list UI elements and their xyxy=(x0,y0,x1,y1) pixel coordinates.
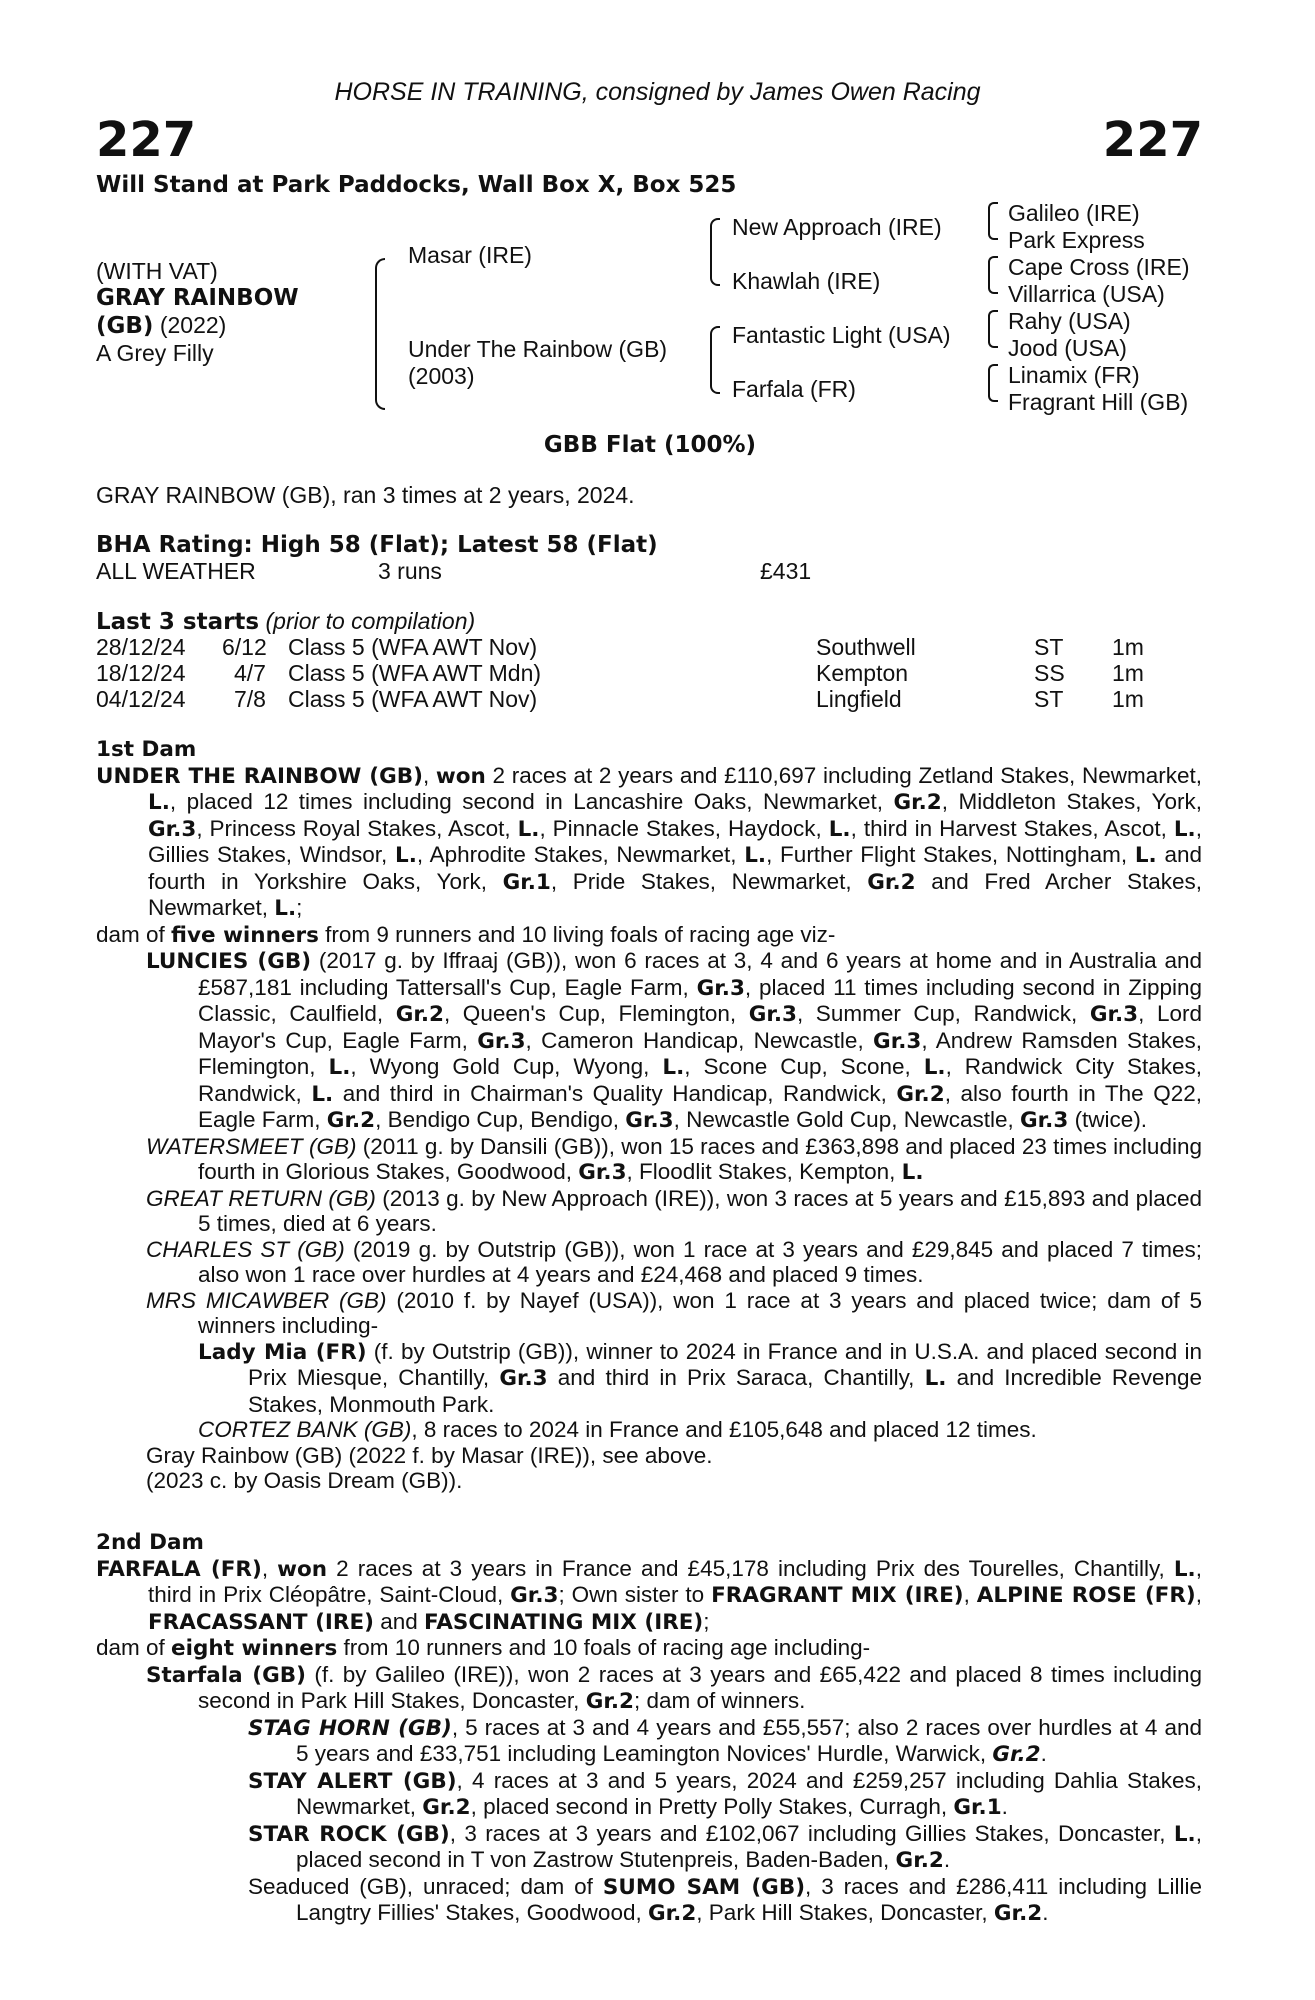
text: , Pride Stakes, Newmarket, xyxy=(550,868,868,894)
grade: L. xyxy=(744,843,767,868)
produce-name: Lady Mia (FR) xyxy=(198,1339,367,1365)
grade: L. xyxy=(901,1160,924,1185)
sibling-name: ALPINE ROSE (FR) xyxy=(976,1583,1196,1608)
grade: Gr.3 xyxy=(1020,1108,1069,1133)
produce-name: STAR ROCK (GB) xyxy=(248,1821,450,1847)
punct: . xyxy=(1042,1900,1049,1925)
produce-starfala xyxy=(96,1662,1202,1715)
second-dam-section xyxy=(96,1530,1202,1927)
produce-name: SUMO SAM (GB) xyxy=(602,1874,806,1900)
text: dam of xyxy=(96,1635,172,1660)
grade: L. xyxy=(1173,816,1196,842)
pedigree-ssd: Park Express xyxy=(1008,227,1145,253)
grade: Gr.2 xyxy=(896,1081,945,1107)
text: Seaduced (GB), unraced; dam of xyxy=(248,1873,603,1899)
lot-number-left: 227 xyxy=(96,112,197,168)
sibling-name: FRACASSANT (IRE) xyxy=(148,1609,374,1635)
race-class: Class 5 (WFA AWT Nov) xyxy=(288,634,538,660)
pedigree-sss: Galileo (IRE) xyxy=(1008,200,1140,226)
pedigree-dds: Linamix (FR) xyxy=(1008,362,1140,388)
grade: Gr.3 xyxy=(148,816,197,842)
produce-luncies xyxy=(96,948,1202,1134)
text: , Randwick City Stakes, Randwick, xyxy=(198,1054,1202,1106)
punct: , xyxy=(422,762,436,788)
race-row xyxy=(96,686,1196,712)
pedigree-dsd: Jood (USA) xyxy=(1008,335,1127,361)
pedigree-brace-3d xyxy=(988,364,998,402)
text: , placed second in Pretty Polly Stakes, Curragh, xyxy=(470,1794,954,1819)
last-starts-title: Last 3 starts xyxy=(96,609,260,635)
vat-note: (WITH VAT) xyxy=(96,258,218,284)
lot-number-right: 227 xyxy=(1102,112,1203,168)
race-course: Southwell xyxy=(816,634,916,660)
race-date: 28/12/24 xyxy=(96,634,186,660)
produce-name: CORTEZ BANK (GB) xyxy=(198,1417,412,1442)
produce-watersmeet xyxy=(96,1134,1202,1186)
punct: . xyxy=(943,1847,951,1872)
produce-name: MRS MICAWBER (GB) xyxy=(146,1287,387,1313)
second-dam-produce-intro xyxy=(96,1635,1202,1662)
horse-name: GRAY RAINBOW xyxy=(96,285,299,311)
text: , Princess Royal Stakes, Ascot, xyxy=(196,815,518,841)
horse-year: (2022) xyxy=(153,312,227,338)
grade: Gr.3 xyxy=(510,1583,559,1608)
first-dam-produce-intro xyxy=(96,922,1202,949)
grade: L. xyxy=(328,1055,351,1080)
grade: Gr.3 xyxy=(578,1160,627,1185)
text: (2013 g. by New Approach (IRE)), won 3 races at 5 years and £15,893 and placed 5 times, died at 6 years. xyxy=(198,1185,1202,1236)
grade: Gr.3 xyxy=(499,1366,548,1391)
grade: L. xyxy=(274,896,297,921)
sibling-name: FASCINATING MIX (IRE) xyxy=(424,1609,704,1635)
pedigree-sire-sire: New Approach (IRE) xyxy=(732,214,942,240)
first-dam-heading: 1st Dam xyxy=(96,737,197,762)
pedigree-sds: Cape Cross (IRE) xyxy=(1008,254,1190,280)
text: , Aphrodite Stakes, Newmarket, xyxy=(416,842,745,867)
punct: , xyxy=(261,1555,278,1581)
grade: L. xyxy=(395,843,417,868)
winners-count: five winners xyxy=(171,922,319,948)
horse-origin xyxy=(96,312,299,340)
text: from 9 runners and 10 living foals of racing age viz- xyxy=(318,921,836,947)
text: ; dam of winners. xyxy=(634,1688,806,1713)
text: (2019 g. by Outstrip (GB)), won 1 race at 3 years and £29,845 and placed 7 times; also won 1 race over hurdles at 4 years and £24,468 and placed 9 times. xyxy=(198,1236,1203,1287)
pedigree-brace-3a xyxy=(988,202,998,240)
text: (f. by Galileo (IRE)), won 2 races at 3 years and £65,422 and placed 8 times including second in Park Hill Stakes, Doncaster, xyxy=(198,1661,1202,1713)
grade: L. xyxy=(923,1055,946,1080)
second-dam-name: FARFALA (FR) xyxy=(96,1556,262,1582)
surface-prize: £431 xyxy=(760,558,812,584)
text: (2011 g. by Dansili (GB)), won 15 races and £363,898 and placed 23 times including fourth in Glorious Stakes, Goodwood, xyxy=(198,1133,1202,1184)
produce-2023-colt: (2023 c. by Oasis Dream (GB)). xyxy=(146,1468,463,1493)
grade: Gr.2 xyxy=(422,1795,471,1820)
second-dam-record xyxy=(96,1556,1202,1636)
second-dam-heading: 2nd Dam xyxy=(96,1530,204,1555)
produce-name: STAG HORN (GB) xyxy=(248,1715,452,1741)
racing-summary: GRAY RAINBOW (GB), ran 3 times at 2 years, 2024. xyxy=(96,482,635,508)
text: , Newcastle Gold Cup, Newcastle, xyxy=(673,1107,1020,1132)
text: , 3 races and £286,411 including Lillie Langtry Fillies' Stakes, Goodwood, xyxy=(296,1873,1203,1925)
pedigree-dam-name: Under The Rainbow (GB) xyxy=(408,336,668,362)
grade: Gr.2 xyxy=(867,869,916,895)
grade: Gr.3 xyxy=(696,975,745,1001)
grade: L. xyxy=(517,816,540,842)
pedigree-brace-sire-dam xyxy=(375,258,385,410)
first-dam-name: UNDER THE RAINBOW (GB) xyxy=(96,763,423,789)
text: , Park Hill Stakes, Doncaster, xyxy=(696,1900,994,1925)
text: 2 races at 2 years and £110,697 including Zetland Stakes, Newmarket, xyxy=(485,762,1202,788)
grade: Gr.3 xyxy=(477,1028,526,1054)
grade: L. xyxy=(662,1055,685,1080)
grade: L. xyxy=(1173,1821,1196,1847)
produce-great-return xyxy=(96,1186,1202,1237)
race-distance: 1m xyxy=(1112,660,1144,686)
pedigree-dam-dam: Farfala (FR) xyxy=(732,376,856,402)
produce-gray-rainbow: Gray Rainbow (GB) (2022 f. by Masar (IRE)), see above. xyxy=(146,1442,713,1468)
text: dam of xyxy=(96,921,172,947)
text: from 10 runners and 10 foals of racing age including- xyxy=(337,1635,871,1660)
pedigree-sire: Masar (IRE) xyxy=(408,242,532,268)
race-distance: 1m xyxy=(1112,634,1144,660)
text: , 8 races to 2024 in France and £105,648 and placed 12 times. xyxy=(411,1417,1037,1442)
text: , Gillies Stakes, Windsor, xyxy=(148,815,1202,867)
produce-name: WATERSMEET (GB) xyxy=(146,1133,357,1159)
punct: , xyxy=(963,1582,977,1607)
first-dam-section xyxy=(96,737,1202,1494)
text: , 3 races at 3 years and £102,067 including Gillies Stakes, Doncaster, xyxy=(449,1820,1174,1846)
horse-identity xyxy=(96,258,299,367)
text: , Middleton Stakes, York, xyxy=(941,789,1202,814)
grade: Gr.1 xyxy=(953,1795,1002,1820)
first-dam-record xyxy=(96,763,1202,922)
grade: Gr.2 xyxy=(895,1848,944,1873)
pedigree-ddd: Fragrant Hill (GB) xyxy=(1008,389,1189,415)
sibling-name: FRAGRANT MIX (IRE) xyxy=(711,1583,964,1608)
pedigree-brace-3c xyxy=(988,310,998,348)
pedigree-brace-dam-line xyxy=(710,326,720,394)
produce-stag-horn xyxy=(96,1715,1202,1768)
produce-name: CHARLES ST (GB) xyxy=(146,1236,345,1262)
produce-mrs-micawber xyxy=(96,1288,1202,1339)
grade: L. xyxy=(828,816,851,842)
pedigree-brace-sire-line xyxy=(710,218,720,286)
text: , also fourth in The Q22, Eagle Farm, xyxy=(198,1080,1202,1132)
grade: Gr.2 xyxy=(585,1689,634,1714)
race-position: 7/8 xyxy=(234,686,266,712)
text: 2 races at 3 years in France and £45,178 including Prix des Tourelles, Chantilly, xyxy=(327,1555,1174,1581)
text: , placed second in T von Zastrow Stutenpreis, Baden-Baden, xyxy=(296,1820,1202,1872)
text: and Fred Archer Stakes, Newmarket, xyxy=(148,868,1202,920)
grade: L. xyxy=(148,790,170,815)
text: ; Own sister to xyxy=(558,1582,712,1607)
punct: ; xyxy=(703,1608,710,1634)
text: and fourth in Yorkshire Oaks, York, xyxy=(148,842,1203,894)
text: , Wyong Gold Cup, Wyong, xyxy=(350,1054,663,1079)
produce-seaduced xyxy=(96,1874,1202,1927)
grade: L. xyxy=(1134,843,1157,868)
race-row xyxy=(96,634,1196,660)
grade: Gr.2 xyxy=(993,1901,1043,1926)
produce-name: LUNCIES (GB) xyxy=(146,949,312,974)
produce-cortez-bank xyxy=(96,1417,1202,1443)
pedigree-dss: Rahy (USA) xyxy=(1008,308,1131,334)
bha-rating: BHA Rating: High 58 (Flat); Latest 58 (Flat) xyxy=(96,532,658,558)
last-starts-heading xyxy=(96,608,475,635)
produce-stay-alert xyxy=(96,1768,1202,1821)
text: (twice). xyxy=(1068,1107,1148,1132)
race-date: 04/12/24 xyxy=(96,686,186,712)
text: (2010 f. by Nayef (USA)), won 1 race at 3 years and placed twice; dam of 5 winners including- xyxy=(198,1287,1202,1338)
punct: , xyxy=(1195,1582,1202,1607)
text: , Andrew Ramsden Stakes, Flemington, xyxy=(198,1027,1202,1079)
text: and third in Prix Saraca, Chantilly, xyxy=(547,1365,925,1390)
produce-name: GREAT RETURN (GB) xyxy=(146,1185,376,1211)
text: , Pinnacle Stakes, Haydock, xyxy=(539,815,829,841)
race-course: Kempton xyxy=(816,660,909,686)
stand-location: Will Stand at Park Paddocks, Wall Box X, Box 525 xyxy=(96,172,737,198)
grade: Gr.2 xyxy=(893,790,942,815)
pedigree-dam xyxy=(408,336,667,390)
punct: . xyxy=(1001,1794,1008,1819)
horse-description: A Grey Filly xyxy=(96,340,214,366)
surface-runs: 3 runs xyxy=(378,558,442,584)
produce-name: Starfala (GB) xyxy=(146,1662,306,1688)
text: , Cameron Handicap, Newcastle, xyxy=(525,1027,874,1053)
grade: Gr.2 xyxy=(326,1108,376,1133)
race-going: ST xyxy=(1034,634,1064,660)
pedigree-dam-year: (2003) xyxy=(408,363,475,389)
text: , Queen's Cup, Flemington, xyxy=(444,1001,749,1026)
race-position: 6/12 xyxy=(222,634,267,660)
won-label: won xyxy=(277,1556,328,1582)
gbb-status: GBB Flat (100%) xyxy=(543,432,757,458)
grade: L. xyxy=(1173,1556,1196,1582)
pedigree-brace-3b xyxy=(988,256,998,294)
race-class: Class 5 (WFA AWT Nov) xyxy=(288,686,538,712)
race-position: 4/7 xyxy=(234,660,266,686)
text: , Summer Cup, Randwick, xyxy=(797,1001,1090,1026)
produce-lady-mia xyxy=(96,1339,1202,1418)
grade: Gr.3 xyxy=(748,1002,797,1027)
race-course: Lingfield xyxy=(816,686,902,712)
text: , Scone Cup, Scone, xyxy=(684,1054,924,1079)
text: , 5 races at 3 and 4 years and £55,557; also 2 races over hurdles at 4 and 5 years and £33,751 including Leamington Novices' Hurdle, Warwick, xyxy=(296,1714,1202,1766)
produce-charles-st xyxy=(96,1237,1202,1288)
produce-star-rock xyxy=(96,1821,1202,1874)
text: , 4 races at 3 and 5 years, 2024 and £259,257 including Dahlia Stakes, Newmarket, xyxy=(296,1767,1202,1819)
grade: Gr.3 xyxy=(1089,1002,1139,1027)
text: and xyxy=(373,1608,425,1634)
text: , Lord Mayor's Cup, Eagle Farm, xyxy=(198,1001,1202,1053)
punct: . xyxy=(1040,1741,1047,1766)
text: , third in Prix Cléopâtre, Saint-Cloud, xyxy=(148,1555,1202,1607)
race-row xyxy=(96,660,1196,686)
pedigree-sdd: Villarrica (USA) xyxy=(1008,281,1165,307)
grade: Gr.1 xyxy=(502,869,551,895)
race-going: SS xyxy=(1034,660,1065,686)
grade: L. xyxy=(311,1081,334,1107)
text: (2017 g. by Iffraaj (GB)), won 6 races at 3, 4 and 6 years at home and in Australia and £587,181 including Tattersall's Cup, Eagle Farm, xyxy=(198,948,1202,1000)
text: and Incredible Revenge Stakes, Monmouth Park. xyxy=(248,1365,1203,1417)
grade: Gr.2 xyxy=(992,1742,1041,1767)
grade: Gr.3 xyxy=(625,1108,674,1133)
race-class: Class 5 (WFA AWT Mdn) xyxy=(288,660,542,686)
produce-name: STAY ALERT (GB) xyxy=(248,1768,457,1794)
consignor-heading: HORSE IN TRAINING, consigned by James Owen Racing xyxy=(334,78,981,106)
text: , placed 11 times including second in Zipping Classic, Caulfield, xyxy=(198,974,1203,1026)
text: , Floodlit Stakes, Kempton, xyxy=(626,1159,902,1184)
text: , placed 12 times including second in Lancashire Oaks, Newmarket, xyxy=(169,789,894,814)
winners-count: eight winners xyxy=(171,1636,338,1661)
grade: Gr.3 xyxy=(873,1028,922,1054)
won-label: won xyxy=(435,763,486,789)
text: , Bendigo Cup, Bendigo, xyxy=(375,1107,626,1132)
race-distance: 1m xyxy=(1112,686,1144,712)
horse-country: (GB) xyxy=(96,313,154,339)
text: and third in Chairman's Quality Handicap, Randwick, xyxy=(333,1080,897,1106)
last-starts-note: (prior to compilation) xyxy=(259,608,476,634)
grade: Gr.2 xyxy=(647,1901,697,1926)
text: , Further Flight Stakes, Nottingham, xyxy=(766,842,1135,867)
race-going: ST xyxy=(1034,686,1064,712)
text: (f. by Outstrip (GB)), winner to 2024 in France and in U.S.A. and placed second in Prix Miesque, Chantilly, xyxy=(248,1338,1202,1390)
text: , third in Harvest Stakes, Ascot, xyxy=(850,815,1174,841)
grade: L. xyxy=(924,1366,947,1391)
text: ; xyxy=(296,895,303,920)
surface-label: ALL WEATHER xyxy=(96,558,256,584)
race-date: 18/12/24 xyxy=(96,660,186,686)
pedigree-sire-dam: Khawlah (IRE) xyxy=(732,268,881,294)
pedigree-dam-sire: Fantastic Light (USA) xyxy=(732,322,951,348)
grade: Gr.2 xyxy=(395,1002,444,1027)
